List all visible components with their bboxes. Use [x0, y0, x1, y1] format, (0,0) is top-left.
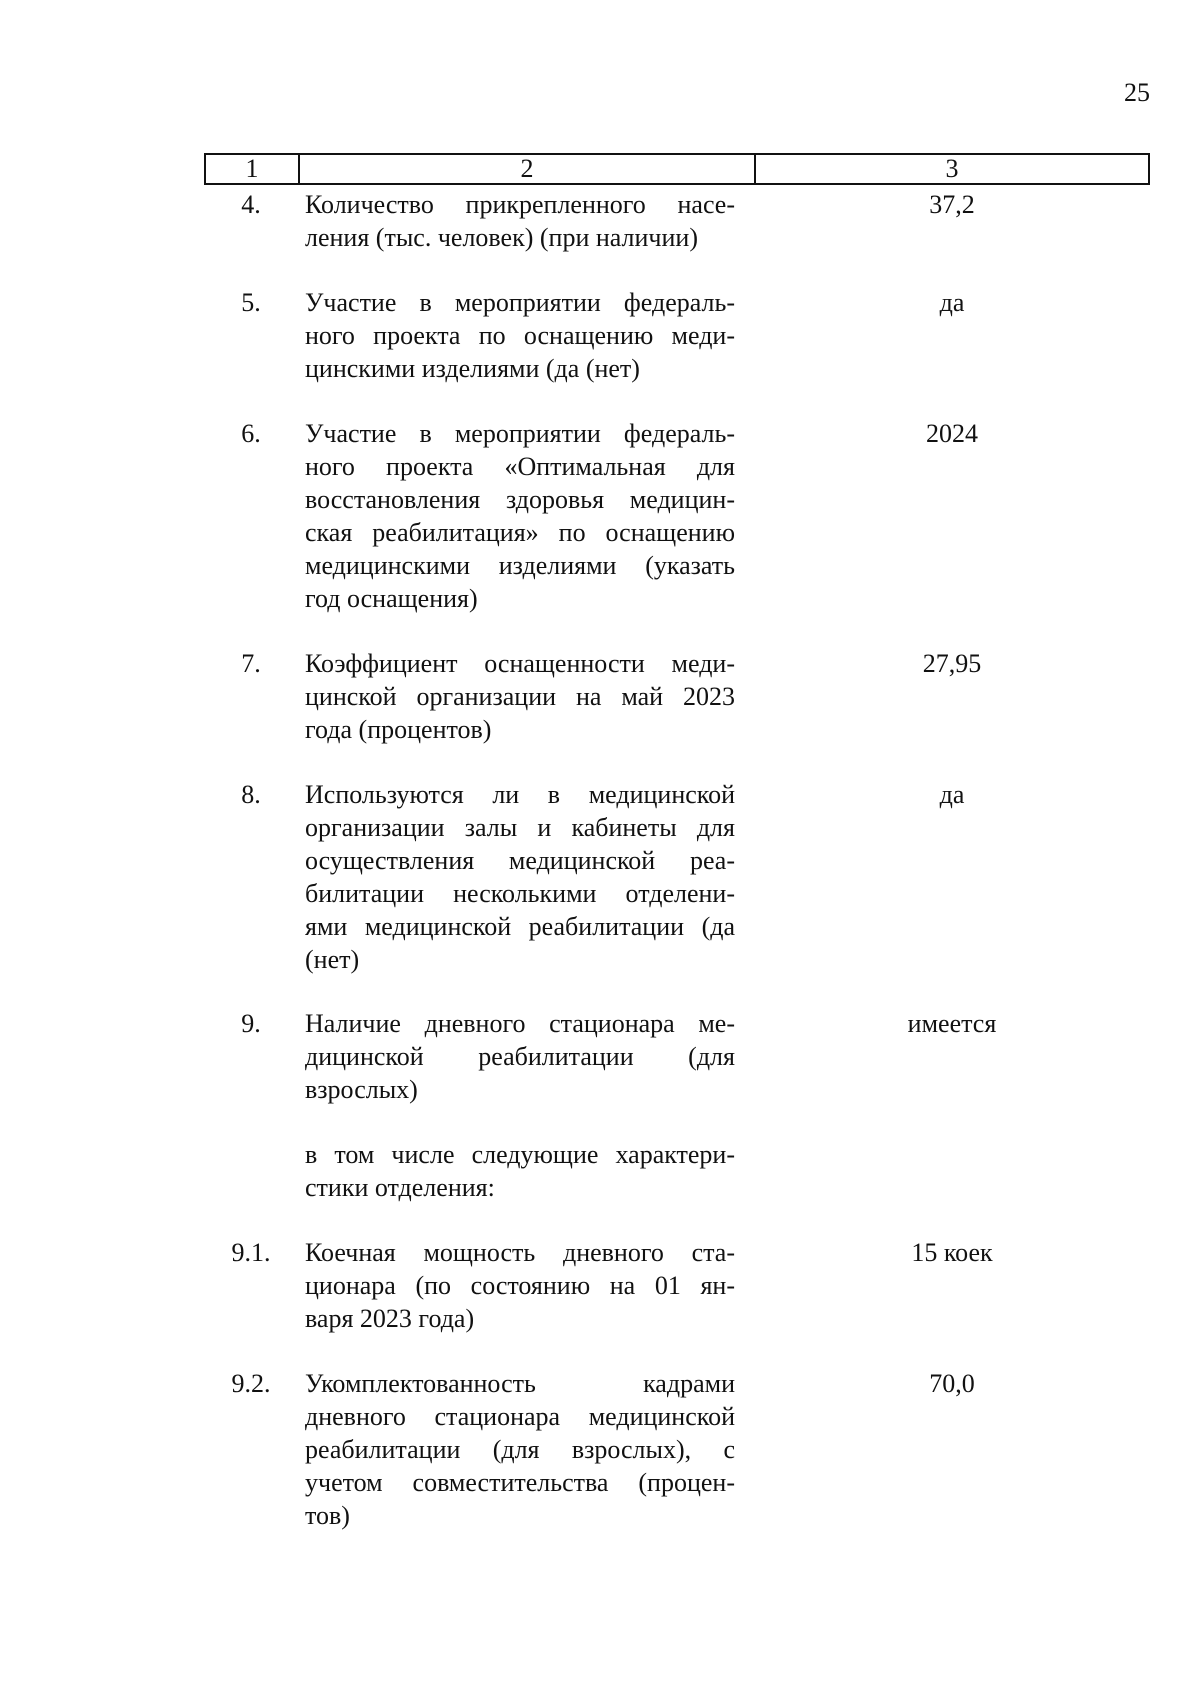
- row-description: в том числе следующие характери- стики отделения:: [305, 1140, 735, 1202]
- row-number: 6.: [241, 419, 261, 448]
- header-col-1: 1: [206, 155, 300, 183]
- row-value: имеется: [907, 1009, 997, 1038]
- row-description: Наличие дневного стационара ме- дицинской реабилитации (для взрослых): [305, 1009, 735, 1104]
- row-value: 27,95: [922, 649, 982, 678]
- row-number: 9.2.: [231, 1369, 271, 1398]
- row-number: 9.: [241, 1009, 261, 1038]
- row-value: да: [939, 288, 965, 317]
- row-number: 4.: [241, 190, 261, 219]
- row-description: Количество прикрепленного насе- ления (тыс. человек) (при наличии): [305, 190, 735, 252]
- row-description: Участие в мероприятии федераль- ного проекта «Оптимальная для восстановления здоровья медицин- ская реабилитация» по оснащению медицинскими изделиями (указать год оснащения): [305, 419, 735, 613]
- row-number: 5.: [241, 288, 261, 317]
- page-number: 25: [1124, 78, 1150, 107]
- row-number: 7.: [241, 649, 261, 678]
- row-value: 15 коек: [911, 1238, 993, 1267]
- row-value: 2024: [926, 419, 978, 448]
- row-value: 37,2: [929, 190, 975, 219]
- row-description: Участие в мероприятии федераль- ного проекта по оснащению меди- цинскими изделиями (да (нет): [305, 288, 735, 383]
- row-description: Укомплектованность кадрами дневного стационара медицинской реабилитации (для взрослых), с учетом совместительства (процен- тов): [305, 1369, 735, 1530]
- row-description: Коэффициент оснащенности меди- цинской организации на май 2023 года (процентов): [305, 649, 735, 744]
- row-value: да: [939, 780, 965, 809]
- row-description: Коечная мощность дневного ста- ционара (по состоянию на 01 ян- варя 2023 года): [305, 1238, 735, 1333]
- header-col-2: 2: [300, 155, 756, 183]
- row-number: 8.: [241, 780, 261, 809]
- table-header: [204, 153, 1150, 185]
- row-value: 70,0: [929, 1369, 975, 1398]
- row-description: Используются ли в медицинской организации залы и кабинеты для осуществления медицинской реа- билитации несколькими отделени- ями медицинской реабилитации (да (нет): [305, 780, 735, 974]
- row-number: 9.1.: [231, 1238, 271, 1267]
- header-col-3: 3: [945, 154, 959, 183]
